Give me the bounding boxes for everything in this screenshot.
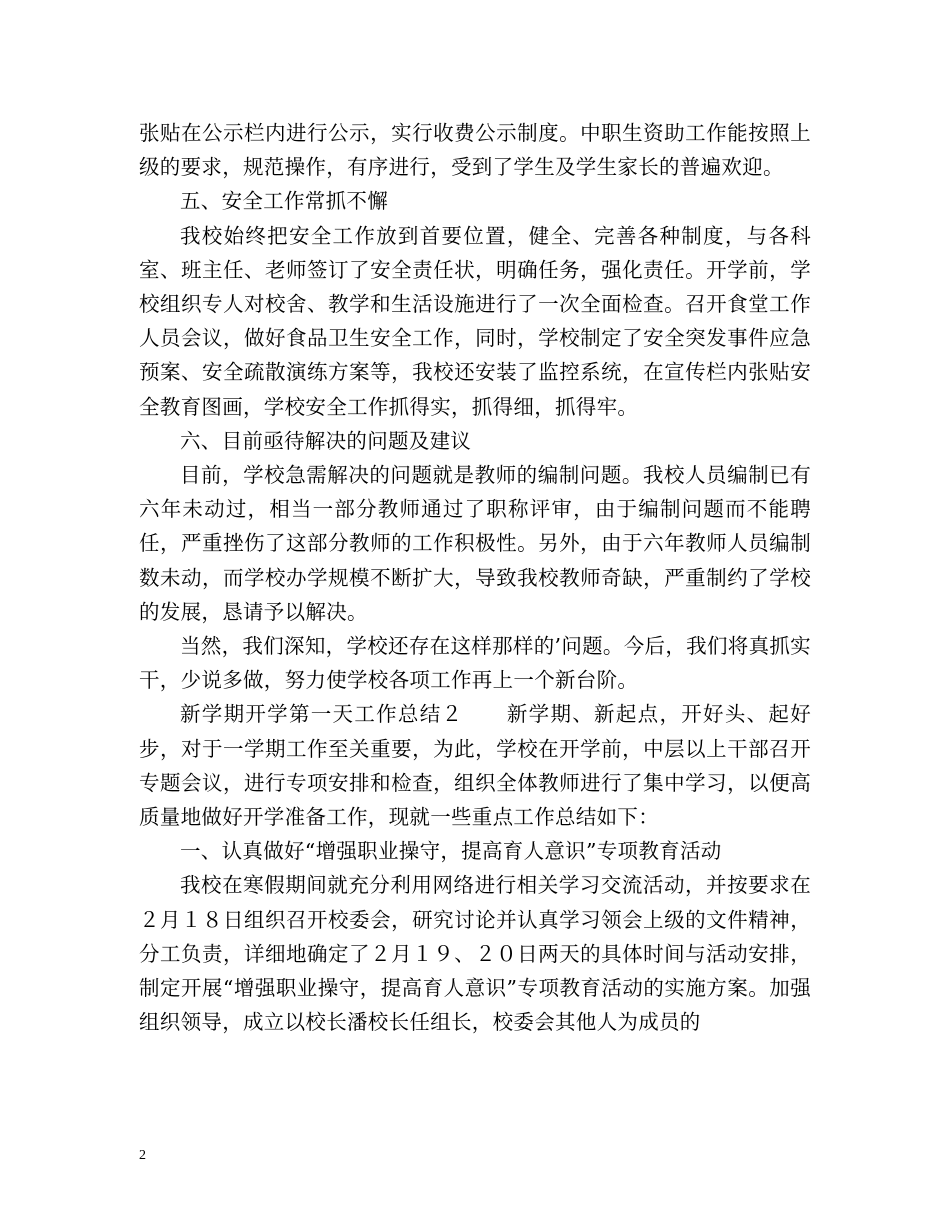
paragraph-continuation: 张贴在公示栏内进行公示，实行收费公示制度。中职生资助工作能按照上级的要求，规范操作，有序进行，受到了学生及学生家长的普遍欢迎。 (139, 121, 811, 180)
paragraph-issues: 目前，学校急需解决的问题就是教师的编制问题。我校人员编制已有六年未动过，相当一部分教师通过了职称评审，由于编制问题而不能聘任，严重挫伤了这部分教师的工作积极性。另外，由于六年教师人员编制数未动，而学校办学规模不断扩大，导致我校教师奇缺，严重制约了学校的发展，恳请予以解决。 (139, 463, 811, 624)
paragraph-ethics-activity: 我校在寒假期间就充分利用网络进行相关学习交流活动，并按要求在２月１８日组织召开校委会，研究讨论并认真学习领会上级的文件精神，分工负责，详细地确定了２月１９、２０日两天的具体时间与活动安排，制定开展“增强职业操守，提高育人意识”专项教育活动的实施方案。加强组织领导，成立以校长潘校长任组长，校委会其他人为成员的 (139, 873, 811, 1035)
section-heading-issues: 六、目前亟待解决的问题及建议 (180, 428, 472, 453)
document-body (139, 116, 811, 1039)
paragraph-summary-2-intro: 新学期开学第一天工作总结２ 新学期、新起点，开好头、起好步，对于一学期工作至关重要，为此，学校在开学前，中层以上干部召开专题会议，进行专项安排和检查，组织全体教师进行了集中学习，以便高质量地做好开学准备工作，现就一些重点工作总结如下： (139, 702, 811, 830)
section-heading-ethics-activity: 一、认真做好“增强职业操守，提高育人意识”专项教育活动 (180, 839, 722, 864)
paragraph-conclusion: 当然，我们深知，学校还存在这样那样的’问题。今后，我们将真抓实干，少说多做，努力使学校各项工作再上一个新台阶。 (139, 634, 811, 693)
section-heading-safety: 五、安全工作常抓不懈 (180, 189, 388, 214)
page-number: 2 (139, 1148, 146, 1163)
paragraph-safety: 我校始终把安全工作放到首要位置，健全、完善各种制度，与各科室、班主任、老师签订了安全责任状，明确任务，强化责任。开学前，学校组织专人对校舍、教学和生活设施进行了一次全面检查。召开食堂工作人员会议，做好食品卫生安全工作，同时，学校制定了安全突发事件应急预案、安全疏散演练方案等，我校还安装了监控系统，在宣传栏内张贴安全教育图画，学校安全工作抓得实，抓得细，抓得牢。 (139, 223, 811, 419)
